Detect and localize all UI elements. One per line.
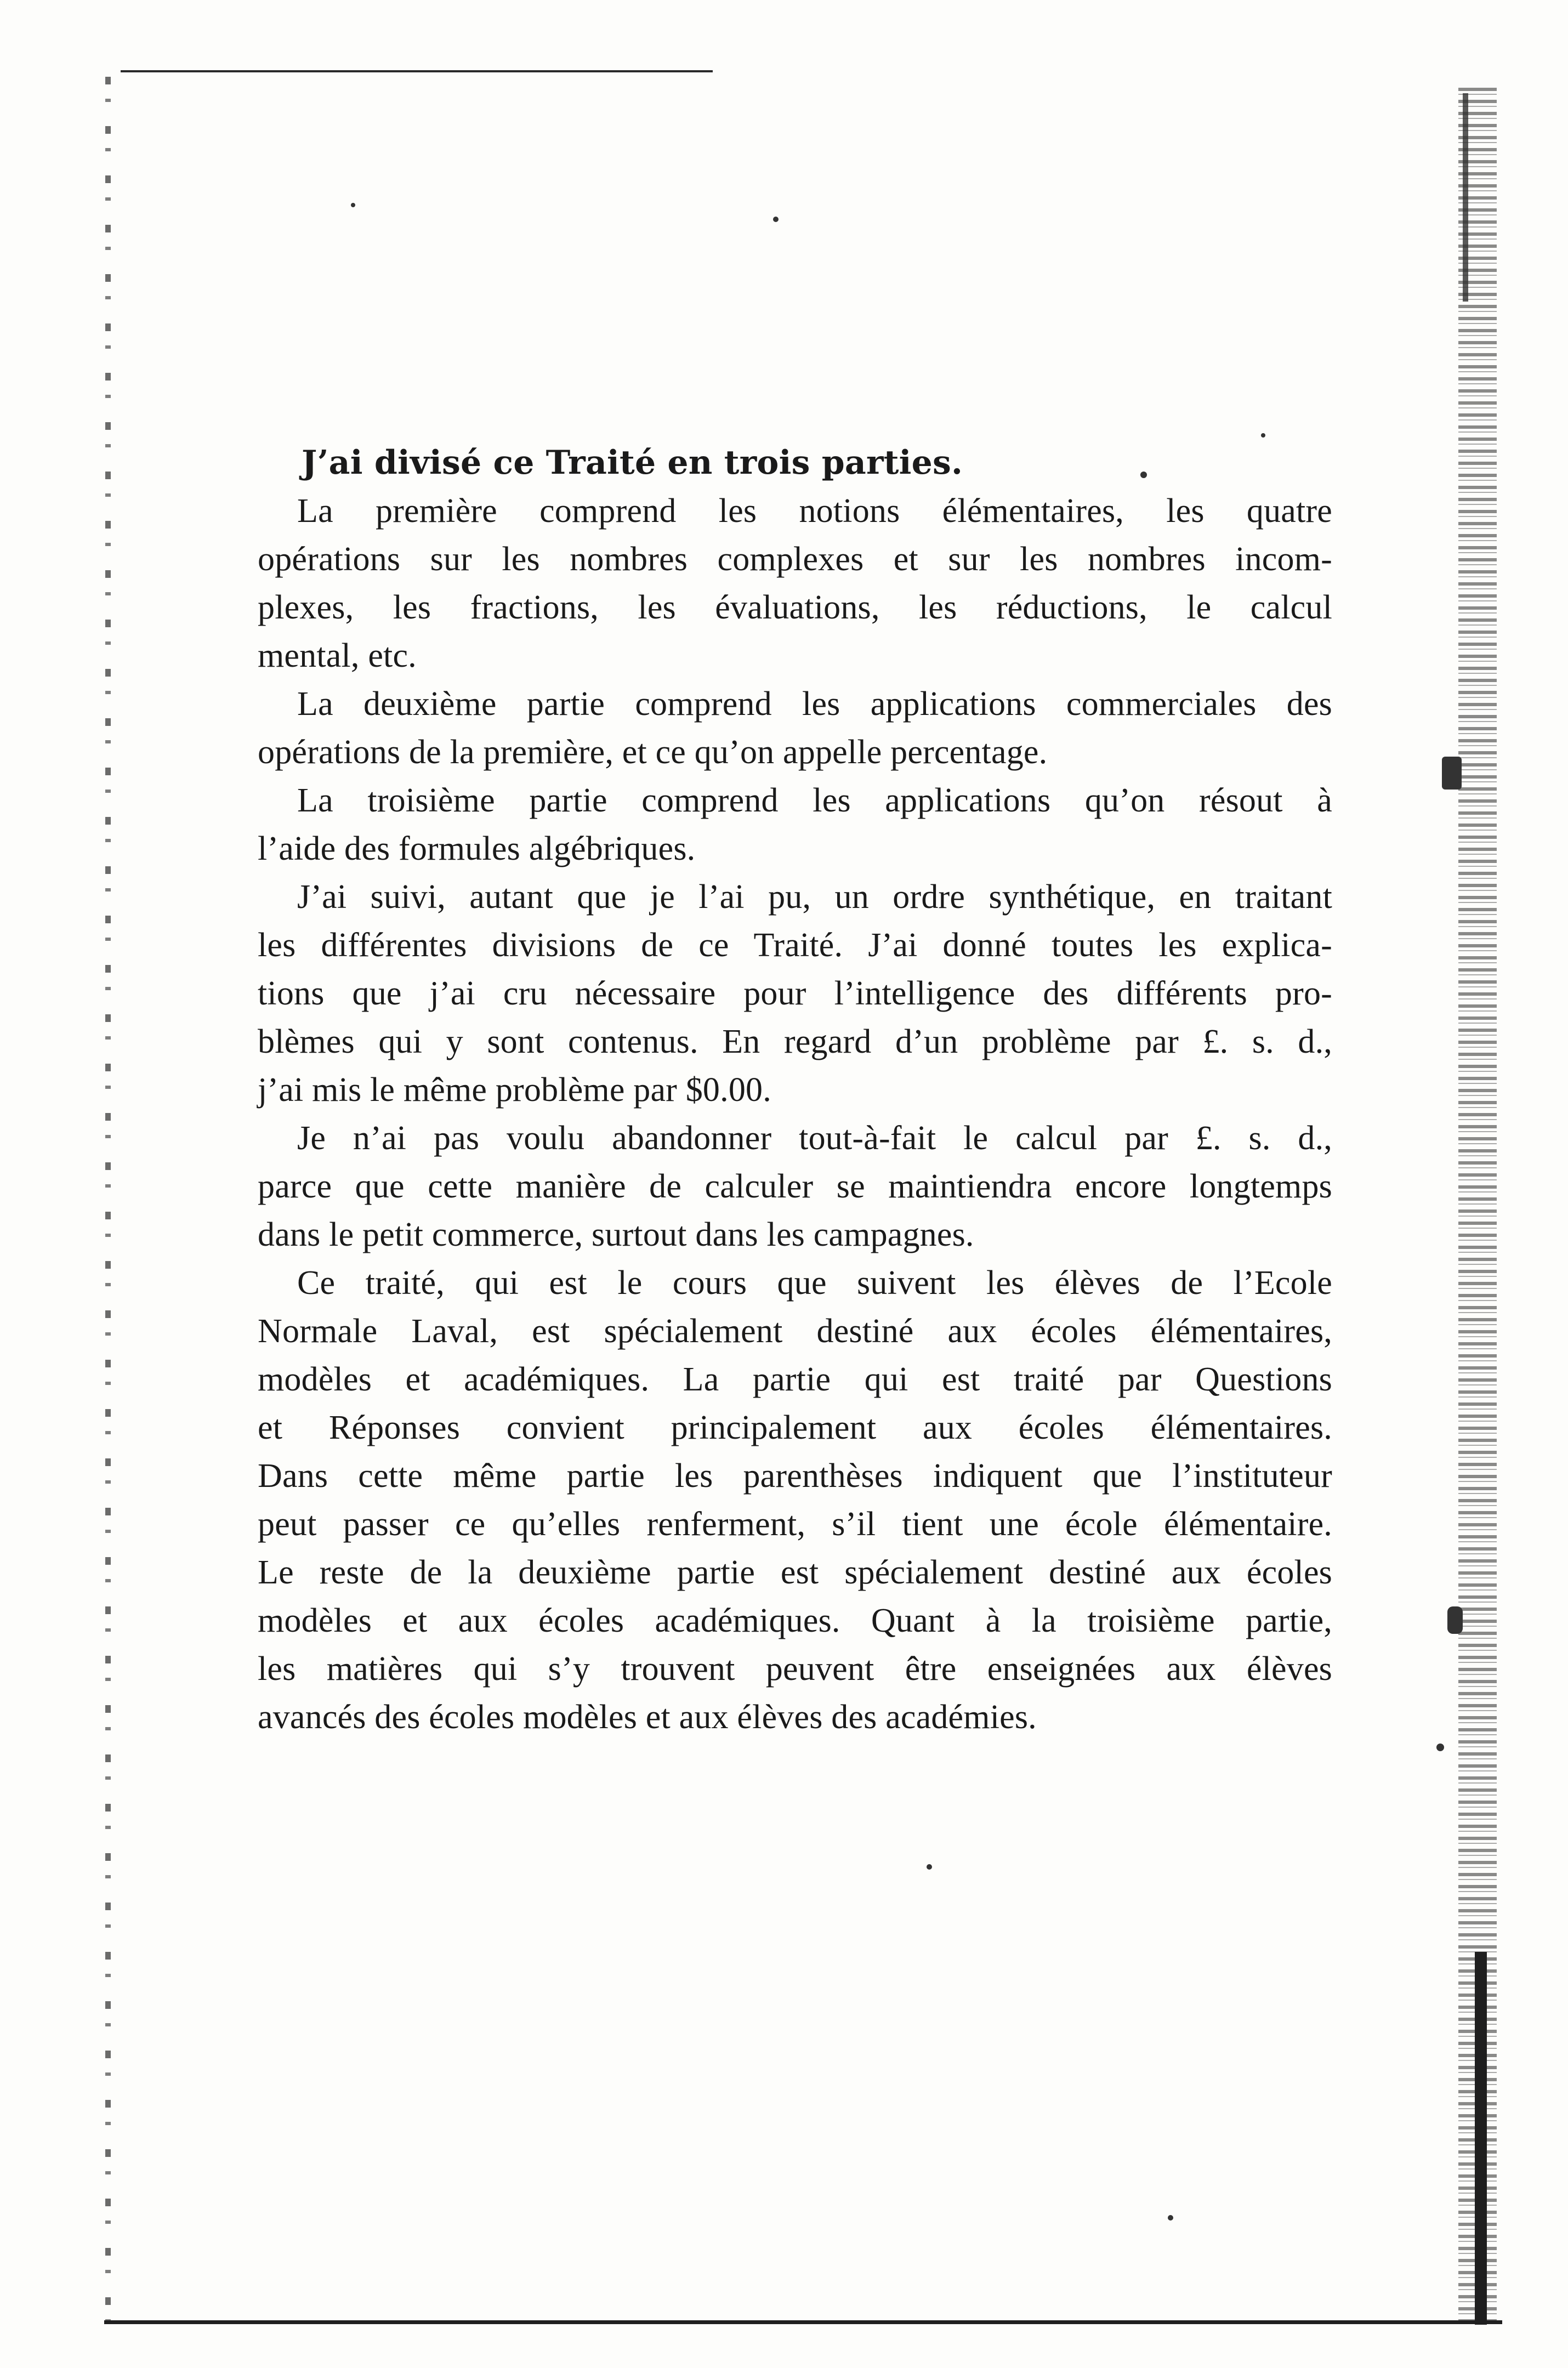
scan-speck [927, 1864, 932, 1870]
text-line: blèmes qui y sont contenus. En regard d’un problème par £. s. d., [258, 1023, 1332, 1060]
text-line: Ce traité, qui est le cours que suivent les élèves de l’Ecole [297, 1264, 1332, 1302]
text-line: Normale Laval, est spécialement destiné aux écoles élémentaires, [258, 1313, 1332, 1350]
text-line: mental, etc. [258, 637, 417, 674]
right-scan-edge-bar-top [1463, 93, 1468, 302]
text-line: j’ai mis le même problème par $0.00. [258, 1071, 771, 1109]
preface-text [258, 439, 1332, 1741]
text-line: Dans cette même partie les parenthèses indiquent que l’instituteur [258, 1457, 1332, 1495]
text-line: La première comprend les notions élémentaires, les quatre [297, 492, 1332, 530]
text-line: l’aide des formules algébriques. [258, 830, 696, 867]
text-line: avancés des écoles modèles et aux élèves des académies. [258, 1699, 1037, 1736]
text-line: plexes, les fractions, les évaluations, les réductions, le calcul [258, 589, 1332, 626]
text-line: et Réponses convient principalement aux écoles élémentaires. [258, 1409, 1332, 1446]
right-scan-edge-bar [1475, 1952, 1487, 2325]
scan-speck [1436, 1744, 1444, 1751]
text-line: J’ai suivi, autant que je l’ai pu, un ordre synthétique, en traitant [297, 878, 1332, 916]
text-line: La troisième partie comprend les applications qu’on résout à [297, 782, 1332, 819]
text-line: La deuxième partie comprend les applications commerciales des [297, 685, 1332, 723]
bottom-rule [104, 2320, 1502, 2324]
text-line: les différentes divisions de ce Traité. J’ai donné toutes les explica- [258, 927, 1332, 964]
text-line: tions que j’ai cru nécessaire pour l’intelligence des différents pro- [258, 975, 1332, 1012]
text-line: modèles et aux écoles académiques. Quant à la troisième partie, [258, 1602, 1332, 1639]
text-line: dans le petit commerce, surtout dans les campagnes. [258, 1216, 974, 1253]
top-rule [121, 70, 713, 72]
text-line: Je n’ai pas voulu abandonner tout-à-fait le calcul par £. s. d., [297, 1120, 1332, 1157]
text-line: les matières qui s’y trouvent peuvent être enseignées aux élèves [258, 1650, 1332, 1688]
text-line: parce que cette manière de calculer se maintiendra encore longtemps [258, 1168, 1332, 1205]
scan-speck [351, 203, 355, 207]
text-line: peut passer ce qu’elles renferment, s’il tient une école élémentaire. [258, 1506, 1332, 1543]
text-line: opérations sur les nombres complexes et sur les nombres incom- [258, 541, 1332, 578]
scan-speck [1442, 757, 1462, 790]
scan-speck [1261, 433, 1265, 438]
scan-speck [1168, 2215, 1173, 2221]
text-line: modèles et académiques. La partie qui est traité par Questions [258, 1361, 1332, 1398]
left-binding-edge [105, 77, 111, 2325]
scan-speck [773, 217, 779, 222]
scan-speck [1447, 1606, 1463, 1634]
heading: J’ai divisé ce Traité en trois parties. [302, 444, 963, 482]
text-line: opérations de la première, et ce qu’on appelle percentage. [258, 734, 1048, 771]
text-line: Le reste de la deuxième partie est spécialement destiné aux écoles [258, 1554, 1332, 1591]
